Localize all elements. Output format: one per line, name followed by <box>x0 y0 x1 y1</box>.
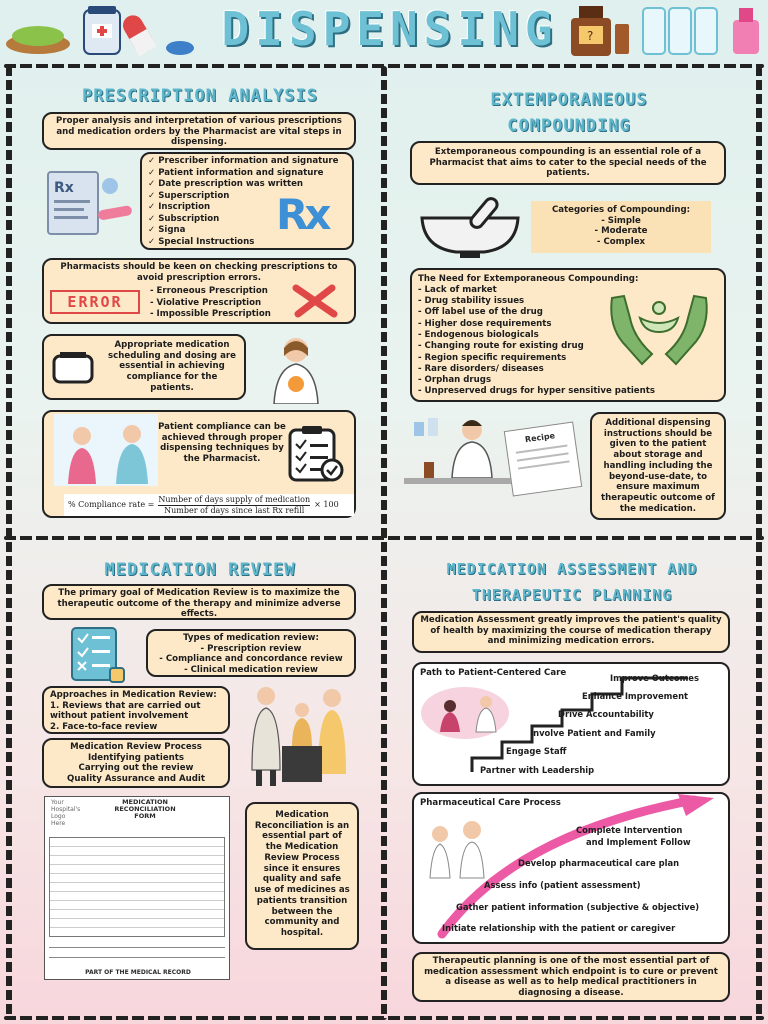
approaches-title: Approaches in Medication Review: <box>50 690 217 700</box>
svg-text:?: ? <box>587 29 594 43</box>
checklist-item: ✓ Patient information and signature <box>148 167 324 178</box>
prescription-intro: Proper analysis and interpretation of various prescriptions and medication orders by the Pharmacist are vital steps in dispensing. <box>42 112 356 150</box>
recipe-card <box>504 421 583 496</box>
care-step-gather: Gather patient information (subjective & objective) <box>456 902 700 912</box>
process-box <box>42 738 230 788</box>
form-table <box>49 837 225 937</box>
path-step-4: Drive Accountability <box>558 709 654 719</box>
process-item: Identifying patients <box>87 752 185 763</box>
need-item: - Off label use of the drug <box>418 307 543 318</box>
center-divider <box>381 66 387 1020</box>
care-step-complete-2: and Implement Follow <box>586 837 691 847</box>
type-item: - Clinical medication review <box>184 665 318 676</box>
formula-denominator: Number of days since last Rx refill <box>164 505 305 515</box>
assessment-heading-line1: MEDICATION ASSESSMENT AND <box>446 560 698 578</box>
compliance-text: Patient compliance can be achieved through proper dispensing techniques by the Pharmacist. <box>158 422 286 465</box>
need-item: - Region specific requirements <box>418 352 567 363</box>
pharmacy-items-icon <box>2 6 207 58</box>
checklist-icon <box>70 624 126 684</box>
path-step-2: Engage Staff <box>506 746 567 756</box>
need-item: - Drug stability issues <box>418 296 525 307</box>
review-heading: MEDICATION REVIEW <box>104 560 296 580</box>
error-type-item: - Violative Prescription <box>150 297 262 308</box>
pill-organizer-icon <box>52 350 94 384</box>
error-types <box>150 286 271 321</box>
category-item: - Complex <box>596 237 646 248</box>
need-item: - Endogenous biologicals <box>418 329 539 340</box>
error-type-item: - Impossible Prescription <box>150 309 271 319</box>
process-title: Medication Review Process <box>70 742 202 752</box>
review-intro: The primary goal of Medication Review is to maximize the therapeutic outcome of the therapy and minimize adverse effects. <box>42 584 356 620</box>
category-item: - Simple <box>601 215 641 226</box>
medicine-bottles-icon <box>565 2 765 58</box>
formula-numerator: Number of days supply of medication <box>158 494 311 504</box>
need-item: - Rare disorders/ diseases <box>418 363 544 374</box>
care-title: Pharmaceutical Care Process <box>420 798 561 808</box>
checklist-item: ✓ Signa <box>148 225 186 235</box>
error-badge: ERROR <box>50 290 140 314</box>
process-item: Quality Assurance and Audit <box>67 774 205 785</box>
mortar-pestle-icon <box>420 196 520 260</box>
checklist-item: ✓ Prescriber information and signature <box>148 156 339 166</box>
path-step-5: Enhance Improvement <box>582 691 689 701</box>
middle-divider <box>4 536 764 540</box>
error-type-item: - Erroneous Prescription <box>150 286 268 296</box>
care-step-initiate: Initiate relationship with the patient or caregiver <box>442 923 676 933</box>
recipe-label: Recipe <box>524 431 556 445</box>
rx-symbol-icon: Rx <box>276 190 328 239</box>
family-consultation-icon <box>238 684 358 790</box>
need-item: - Higher dose requirements <box>418 318 552 329</box>
reconciliation-form <box>44 796 230 980</box>
types-title: Types of medication review: <box>183 633 319 643</box>
checklist-item: ✓ Subscription <box>148 213 220 224</box>
approaches-box <box>42 686 230 734</box>
formula-lhs: % Compliance rate = <box>68 500 155 509</box>
type-item: - Prescription review <box>200 643 302 654</box>
header-decor-right <box>565 2 765 58</box>
pharmacist-icon <box>256 334 336 404</box>
categories-box <box>531 201 711 253</box>
path-box <box>412 662 730 786</box>
form-title: MEDICATION RECONCILIATION FORM <box>114 798 176 820</box>
left-border <box>6 66 12 1020</box>
approach-item: 2. Face-to-face review <box>50 722 158 733</box>
need-title: The Need for Extemporaneous Compounding: <box>418 274 639 284</box>
checklist-item: ✓ Date prescription was written <box>148 179 304 189</box>
care-step-complete-1: Complete Intervention <box>576 825 683 835</box>
process-item: Carrying out the review <box>78 763 194 774</box>
type-item: - Compliance and concordance review <box>159 654 343 665</box>
page-title: DISPENSING <box>221 2 559 56</box>
care-step-assess: Assess info (patient assessment) <box>484 880 641 890</box>
path-title: Path to Patient-Centered Care <box>420 668 567 678</box>
bottom-divider <box>4 1016 764 1020</box>
x-mark-icon <box>290 284 340 318</box>
checklist-item: ✓ Special Instructions <box>148 236 255 247</box>
path-step-3: Involve Patient and Family <box>530 728 656 738</box>
checklist-item: ✓ Superscription <box>148 190 230 201</box>
additional-box: Additional dispensing instructions should be given to the patient about storage and handling including the beyond-use-date, to ensure maximum therapeutic outcome of the medication. <box>590 412 726 520</box>
need-item: - Orphan drugs <box>418 375 492 386</box>
errors-box <box>42 258 356 324</box>
approach-item: without patient involvement <box>50 711 189 722</box>
prescription-heading: PRESCRIPTION ANALYSIS <box>82 86 318 106</box>
scheduling-text: Appropriate medication scheduling and dosing are essential in achieving compliance for the patients. <box>108 340 236 393</box>
assessment-intro: Medication Assessment greatly improves the patient's quality of health by maximizing the course of medication therapy and minimizing medication errors. <box>412 611 730 653</box>
header-decor-left <box>2 6 207 58</box>
compounding-heading-line2: COMPOUNDING <box>507 116 631 136</box>
consultation-icon <box>54 414 158 486</box>
errors-intro: Pharmacists should be keen on checking prescriptions to avoid prescription errors. <box>60 262 338 283</box>
care-step-develop: Develop pharmaceutical care plan <box>518 858 680 868</box>
clipboard-icon <box>286 426 346 484</box>
category-item: - Moderate <box>594 226 648 237</box>
right-border <box>756 66 762 1020</box>
path-step-1: Partner with Leadership <box>480 765 595 775</box>
need-item: - Changing route for existing drug <box>418 341 584 352</box>
checklist-item: ✓ Inscription <box>148 202 211 212</box>
planning-box: Therapeutic planning is one of the most essential part of medication assessment which endpoint is to cure or prevent a disease as well as to help medical practitioners in diagnosing a disease. <box>412 952 730 1002</box>
form-footer: PART OF THE MEDICAL RECORD <box>85 969 191 976</box>
form-logo: Your Hospital's Logo Here <box>51 799 81 827</box>
compounding-heading-line1: EXTEMPORANEOUS <box>490 90 648 110</box>
compounding-intro: Extemporaneous compounding is an essential role of a Pharmacist that aims to cater to the special needs of the patients. <box>410 141 726 185</box>
assessment-heading-line2: THERAPEUTIC PLANNING <box>471 586 673 604</box>
categories-title: Categories of Compounding: <box>551 205 691 215</box>
prescription-pad-icon <box>44 170 136 238</box>
need-item: - Unpreserved drugs for hyper sensitive patients <box>418 386 655 397</box>
healthcare-workers-icon <box>420 820 500 882</box>
formula-multiplier: × 100 <box>314 500 339 509</box>
svg-text:Rx: Rx <box>54 180 74 196</box>
reconciliation-box: Medication Reconciliation is an essential part of the Medication Review Process since it ensures quality and safe use of medicines as patients transition between the community and hospital. <box>245 802 359 950</box>
hands-with-pill-icon <box>604 288 714 366</box>
approach-item: 1. Reviews that are carried out <box>50 700 201 711</box>
need-item: - Lack of market <box>418 284 497 295</box>
care-box <box>412 792 730 944</box>
compliance-formula <box>64 494 354 516</box>
types-box <box>146 629 356 677</box>
patient-care-icon <box>420 686 510 740</box>
path-step-6: Improve Outcomes <box>610 673 699 683</box>
